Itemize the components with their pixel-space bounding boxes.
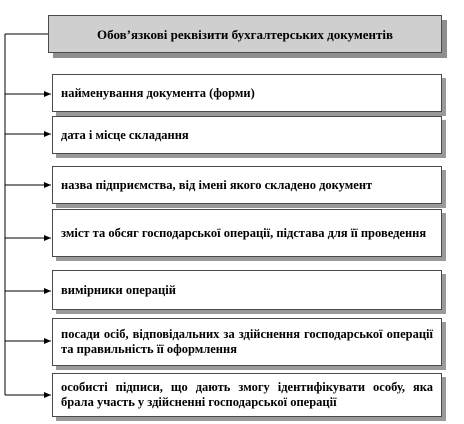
requisite-box-2 [52,116,442,154]
requisite-box-7 [52,373,442,417]
requisite-box-1 [52,74,442,112]
requisite-box-6 [52,318,442,366]
requisite-text-6: посади осіб, відповідальних за здійснення господарської операції та правильність її оформлення [61,327,433,356]
requisite-text-3: назва підприємства, від імені якого складено документ [61,177,373,192]
requisite-box-3 [52,166,442,204]
requisite-box-5 [52,270,442,310]
requisite-text-2: дата і місце складання [61,127,189,142]
diagram-title: Обов’язкові реквізити бухгалтерських документів [97,26,393,42]
requisite-box-4 [52,209,442,257]
requisite-text-5: вимірники операцій [61,282,176,297]
requisite-text-1: найменування документа (форми) [61,85,255,100]
requisite-text-7: особисті підписи, що дають змогу ідентифікувати особу, яка брала участь у здійсненні господарської операції [61,380,433,409]
diagram-title-box [48,15,442,53]
requisite-text-4: зміст та обсяг господарської операції, підстава для її проведення [61,225,427,240]
